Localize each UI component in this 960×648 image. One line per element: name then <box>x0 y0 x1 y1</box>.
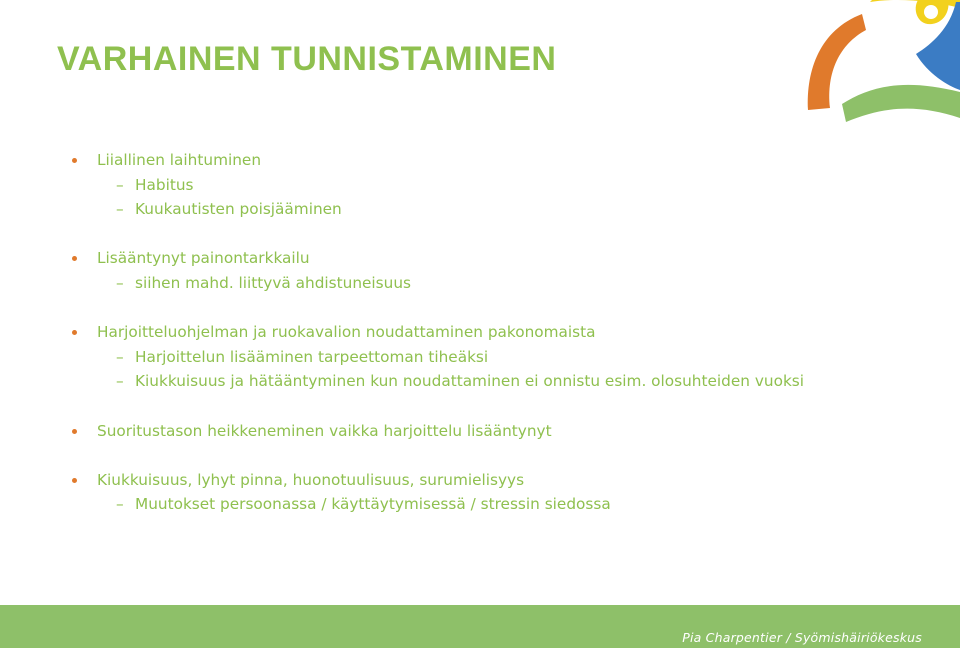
sub-bullet-text: Muutokset persoonassa / käyttäytymisessä / stressin siedossa <box>135 495 611 514</box>
bullet-item: Lisääntynyt painontarkkailu <box>70 246 940 271</box>
sub-bullet-item <box>70 271 940 296</box>
sub-bullet-text: Harjoittelun lisääminen tarpeettoman tiheäksi <box>135 347 489 366</box>
dash-marker: – <box>116 347 124 366</box>
organization-logo <box>800 0 960 125</box>
dash-marker: – <box>116 273 124 292</box>
sub-bullet-text: siihen mahd. liittyvä ahdistuneisuus <box>135 273 412 292</box>
bullet-item: Suoritustason heikkeneminen vaikka harjoittelu lisääntynyt <box>70 419 940 444</box>
sub-bullet-text: Kiukkuisuus ja hätääntyminen kun noudattaminen ei onnistu esim. olosuhteiden vuoksi <box>135 372 805 391</box>
slide-title: VARHAINEN TUNNISTAMINEN <box>57 40 557 78</box>
bullet-item: Liiallinen laihtuminen <box>70 148 940 173</box>
bullet-group <box>70 419 940 444</box>
dash-marker: – <box>116 495 124 514</box>
dash-marker: – <box>116 200 124 219</box>
sub-bullet-text: Habitus <box>135 175 194 194</box>
dash-marker: – <box>116 175 124 194</box>
bullet-group <box>70 468 940 517</box>
sub-bullet-item <box>70 345 940 370</box>
bullet-item: Kiukkuisuus, lyhyt pinna, huonotuulisuus, surumielisyys <box>70 468 940 493</box>
bullet-group <box>70 320 940 394</box>
sub-bullet-item <box>70 173 940 198</box>
sub-bullet-item <box>70 492 940 517</box>
dash-marker: – <box>116 372 124 391</box>
bullet-list <box>70 148 940 542</box>
sub-bullet-item <box>70 197 940 222</box>
bullet-item: Harjoitteluohjelman ja ruokavalion noudattaminen pakonomaista <box>70 320 940 345</box>
footer-author: Pia Charpentier / Syömishäiriökeskus <box>682 630 922 645</box>
bullet-group <box>70 148 940 222</box>
logo-green-swoosh <box>842 85 960 122</box>
bullet-group <box>70 246 940 295</box>
sub-bullet-item <box>70 369 940 394</box>
footer-bar <box>0 605 960 648</box>
sub-bullet-text: Kuukautisten poisjääminen <box>135 200 342 219</box>
